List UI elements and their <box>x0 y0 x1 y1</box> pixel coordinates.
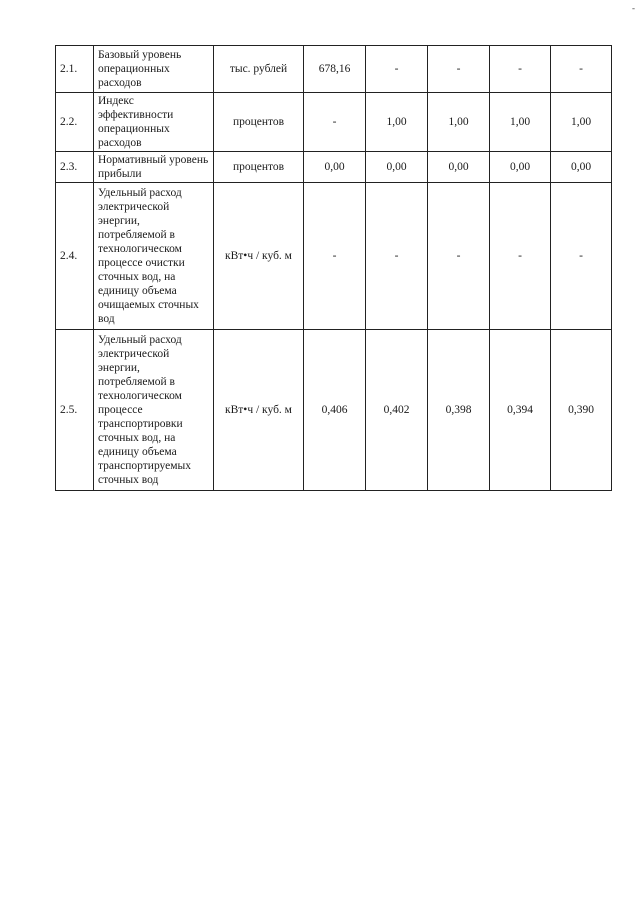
row-unit: процентов <box>214 152 304 183</box>
row-value-year-3: 0,00 <box>428 152 490 183</box>
row-parameter-name: Нормативный уровень прибыли <box>94 152 214 183</box>
row-number: 2.3. <box>56 152 94 183</box>
table-row <box>56 93 612 152</box>
row-value-year-1: - <box>304 93 366 152</box>
row-value-year-1: 0,406 <box>304 330 366 491</box>
row-value-year-2: 0,00 <box>366 152 428 183</box>
row-value-year-3: 1,00 <box>428 93 490 152</box>
row-value-year-2: - <box>366 183 428 330</box>
row-value-year-2: 0,402 <box>366 330 428 491</box>
row-number: 2.2. <box>56 93 94 152</box>
table-row <box>56 46 612 93</box>
row-value-year-1: 678,16 <box>304 46 366 93</box>
row-parameter-name: Индекс эффективности операционных расходов <box>94 93 214 152</box>
row-parameter-name: Базовый уровень операционных расходов <box>94 46 214 93</box>
row-value-year-3: - <box>428 46 490 93</box>
row-unit: кВт•ч / куб. м <box>214 183 304 330</box>
row-value-year-4: 0,394 <box>490 330 551 491</box>
table-row <box>56 152 612 183</box>
row-value-year-5: 1,00 <box>551 93 612 152</box>
row-value-year-5: 0,390 <box>551 330 612 491</box>
row-value-year-4: 1,00 <box>490 93 551 152</box>
row-parameter-name: Удельный расход электрической энергии, потребляемой в технологическом процессе транспортировки сточных вод, на единицу объема транспортируемых сточных вод <box>94 330 214 491</box>
row-value-year-4: 0,00 <box>490 152 551 183</box>
row-value-year-1: 0,00 <box>304 152 366 183</box>
row-value-year-3: 0,398 <box>428 330 490 491</box>
row-value-year-4: - <box>490 183 551 330</box>
row-parameter-name: Удельный расход электрической энергии, потребляемой в технологическом процессе очистки сточных вод, на единицу объема очищаемых сточных вод <box>94 183 214 330</box>
row-number: 2.4. <box>56 183 94 330</box>
row-unit: процентов <box>214 93 304 152</box>
row-value-year-3: - <box>428 183 490 330</box>
row-number: 2.5. <box>56 330 94 491</box>
page-corner-mark: - <box>632 3 635 13</box>
row-unit: тыс. рублей <box>214 46 304 93</box>
row-value-year-1: - <box>304 183 366 330</box>
table-row <box>56 330 612 491</box>
row-number: 2.1. <box>56 46 94 93</box>
row-unit: кВт•ч / куб. м <box>214 330 304 491</box>
table-row <box>56 183 612 330</box>
parameters-table <box>55 45 612 491</box>
row-value-year-4: - <box>490 46 551 93</box>
row-value-year-2: 1,00 <box>366 93 428 152</box>
row-value-year-5: 0,00 <box>551 152 612 183</box>
row-value-year-5: - <box>551 183 612 330</box>
row-value-year-2: - <box>366 46 428 93</box>
row-value-year-5: - <box>551 46 612 93</box>
